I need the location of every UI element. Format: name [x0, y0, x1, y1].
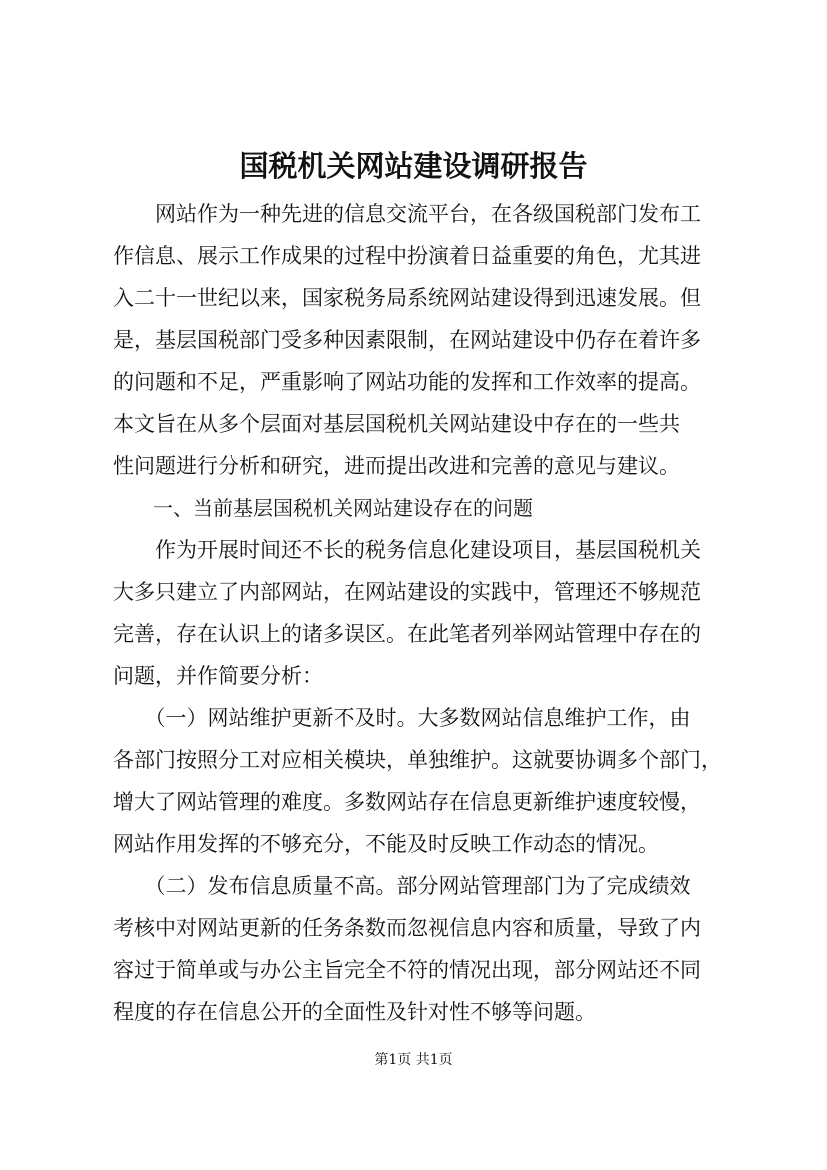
paragraph-line: （一）网站维护更新不及时。大多数网站信息维护工作，由: [113, 706, 691, 730]
paragraph-line: 问题，并作简要分析：: [113, 664, 323, 688]
paragraph-line: 是，基层国税部门受多种因素限制，在网站建设中仍存在着许多: [113, 328, 701, 352]
paragraph-line: 各部门按照分工对应相关模块，单独维护。这就要协调多个部门，: [113, 748, 722, 772]
page-footer: 第1页 共1页: [374, 1052, 453, 1068]
paragraph-line: 考核中对网站更新的任务条数而忽视信息内容和质量，导致了内: [113, 916, 701, 940]
page-title: 国税机关网站建设调研报告: [239, 149, 588, 183]
paragraph-line: 作为开展时间还不长的税务信息化建设项目，基层国税机关: [113, 538, 701, 562]
document-body: [113, 193, 723, 1033]
paragraph-line: 网站作用发挥的不够充分，不能及时反映工作动态的情况。: [113, 832, 659, 856]
paragraph-line: 增大了网站管理的难度。多数网站存在信息更新维护速度较慢，: [113, 790, 701, 814]
paragraph-line: 容过于简单或与办公主旨完全不符的情况出现，部分网站还不同: [113, 958, 701, 982]
paragraph-line: 性问题进行分析和研究，进而提出改进和完善的意见与建议。: [113, 454, 680, 478]
paragraph-line: 的问题和不足，严重影响了网站功能的发挥和工作效率的提高。: [113, 370, 701, 394]
paragraph-line: 大多只建立了内部网站，在网站建设的实践中，管理还不够规范: [113, 580, 701, 604]
paragraph-line: 入二十一世纪以来，国家税务局系统网站建设得到迅速发展。但: [113, 286, 701, 310]
paragraph-line: 完善，存在认识上的诸多误区。在此笔者列举网站管理中存在的: [113, 622, 701, 646]
paragraph-line: （二）发布信息质量不高。部分网站管理部门为了完成绩效: [113, 874, 691, 898]
paragraph-line: 程度的存在信息公开的全面性及针对性不够等问题。: [113, 1000, 596, 1024]
paragraph-line: 本文旨在从多个层面对基层国税机关网站建设中存在的一些共: [113, 412, 680, 436]
section-heading: 一、当前基层国税机关网站建设存在的问题: [113, 496, 533, 520]
paragraph-line: 网站作为一种先进的信息交流平台，在各级国税部门发布工: [113, 202, 701, 226]
paragraph-line: 作信息、展示工作成果的过程中扮演着日益重要的角色，尤其进: [113, 244, 701, 268]
